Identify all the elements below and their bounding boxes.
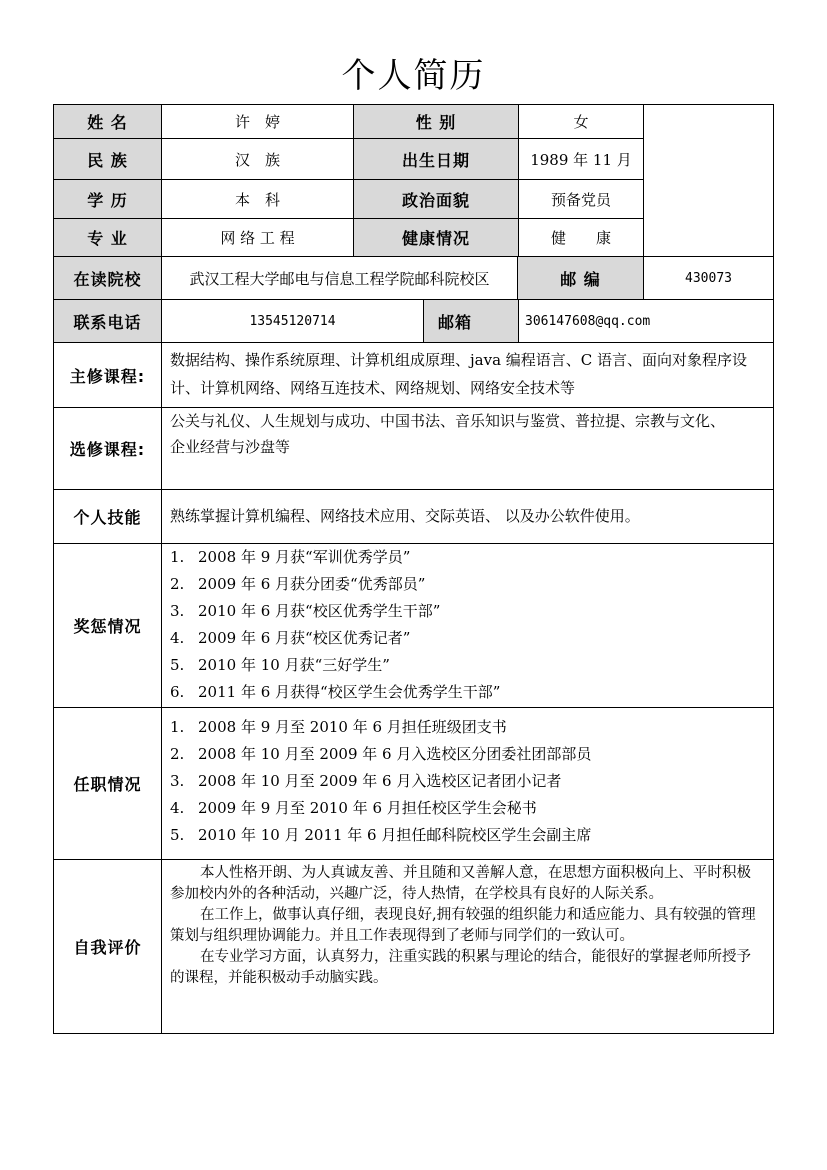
list-item: [170, 679, 765, 706]
list-text: 2008 年 10 月至 2009 年 6 月入选校区分团委社团部部员: [198, 745, 592, 763]
school-value: 武汉工程大学邮电与信息工程学院邮科院校区: [161, 256, 518, 300]
health-value: 健 康: [518, 218, 644, 257]
list-text: 2010 年 10 月 2011 年 6 月担任邮科院校区学生会副主席: [198, 826, 592, 844]
list-item: [170, 625, 765, 652]
list-text: 2008 年 10 月至 2009 年 6 月入选校区记者团小记者: [198, 772, 562, 790]
email-value: 306147608@qq.com: [518, 299, 774, 343]
list-text: 2009 年 9 月至 2010 年 6 月担任校区学生会秘书: [198, 799, 537, 817]
major-courses-label: 主修课程:: [53, 342, 162, 408]
skills-label: 个人技能: [53, 489, 162, 544]
zip-label: 邮 编: [517, 256, 644, 300]
list-item: [170, 822, 765, 849]
list-text: 2009 年 6 月获“校区优秀记者”: [198, 629, 411, 647]
major-label: 专 业: [53, 218, 162, 257]
awards-label: 奖惩情况: [53, 543, 162, 708]
phone-value: 13545120714: [161, 299, 424, 343]
photo-area: [643, 104, 774, 257]
political-label: 政治面貌: [353, 179, 519, 219]
self-eval-paragraph: 本人性格开朗、为人真诚友善、并且随和又善解人意，在思想方面积极向上、平时积极参加校内外的各种活动，兴趣广泛，待人热情，在学校具有良好的人际关系。: [170, 865, 751, 902]
name-label: 姓 名: [53, 104, 162, 139]
political-value: 预备党员: [518, 179, 644, 219]
list-text: 2008 年 9 月获“军训优秀学员”: [198, 548, 411, 566]
list-text: 2011 年 6 月获得“校区学生会优秀学生干部”: [198, 683, 501, 701]
list-item: [170, 571, 765, 598]
list-number: 6.: [170, 683, 185, 701]
major-value: 网 络 工 程: [161, 218, 354, 257]
elective-courses-line: 公关与礼仪、人生规划与成功、中国书法、音乐知识与鉴赏、普拉提、宗教与文化、: [170, 412, 726, 430]
list-item: [170, 652, 765, 679]
list-number: 2.: [170, 745, 185, 763]
phone-label: 联系电话: [53, 299, 162, 343]
self-eval-label: 自我评价: [53, 859, 162, 1034]
list-text: 2010 年 10 月获“三好学生”: [198, 656, 390, 674]
page-title: 个人简历: [341, 56, 486, 96]
email-label: 邮箱: [423, 299, 519, 343]
list-number: 1.: [170, 548, 185, 566]
education-value: 本 科: [161, 179, 354, 219]
major-courses-text: 数据结构、操作系统原理、计算机组成原理、java 编程语言、C 语言、面向对象程序设计、计算机网络、网络互连技术、网络规划、网络安全技术等: [161, 342, 774, 408]
elective-courses-label: 选修课程:: [53, 407, 162, 490]
list-number: 2.: [170, 575, 185, 593]
list-item: [170, 544, 765, 571]
ethnic-value: 汉 族: [161, 138, 354, 180]
list-number: 3.: [170, 772, 185, 790]
list-item: [170, 598, 765, 625]
list-item: [170, 795, 765, 822]
school-label: 在读院校: [53, 256, 162, 300]
skills-text: 熟练掌握计算机编程、网络技术应用、交际英语、 以及办公软件使用。: [161, 489, 774, 544]
list-number: 5.: [170, 826, 185, 844]
list-number: 5.: [170, 656, 185, 674]
list-item: [170, 768, 765, 795]
list-text: 2008 年 9 月至 2010 年 6 月担任班级团支书: [198, 718, 507, 736]
ethnic-label: 民 族: [53, 138, 162, 180]
list-number: 4.: [170, 629, 185, 647]
health-label: 健康情况: [353, 218, 519, 257]
positions-label: 任职情况: [53, 707, 162, 860]
elective-courses-content: [161, 407, 774, 490]
list-number: 3.: [170, 602, 185, 620]
list-item: [170, 741, 765, 768]
self-eval-paragraph: 在工作上，做事认真仔细，表现良好,拥有较强的组织能力和适应能力、具有较强的管理策划与组织理协调能力。并且工作表现得到了老师与同学们的一致认可。: [170, 907, 756, 944]
gender-value: 女: [518, 104, 644, 139]
positions-list: [161, 707, 774, 860]
list-number: 1.: [170, 718, 185, 736]
self-eval-paragraph: 在专业学习方面，认真努力，注重实践的积累与理论的结合，能很好的掌握老师所授予的课程，并能积极动手动脑实践。: [170, 949, 751, 986]
list-text: 2010 年 6 月获“校区优秀学生干部”: [198, 602, 441, 620]
list-number: 4.: [170, 799, 185, 817]
birth-label: 出生日期: [353, 138, 519, 180]
awards-list: [161, 543, 774, 708]
education-label: 学 历: [53, 179, 162, 219]
self-eval-content: [161, 859, 774, 1034]
list-item: [170, 714, 765, 741]
name-value: 许 婷: [161, 104, 354, 139]
list-text: 2009 年 6 月获分团委“优秀部员”: [198, 575, 426, 593]
zip-value: 430073: [643, 256, 774, 300]
elective-courses-line: 企业经营与沙盘等: [170, 438, 291, 456]
birth-value: 1989 年 11 月: [518, 138, 644, 180]
gender-label: 性 别: [353, 104, 519, 139]
